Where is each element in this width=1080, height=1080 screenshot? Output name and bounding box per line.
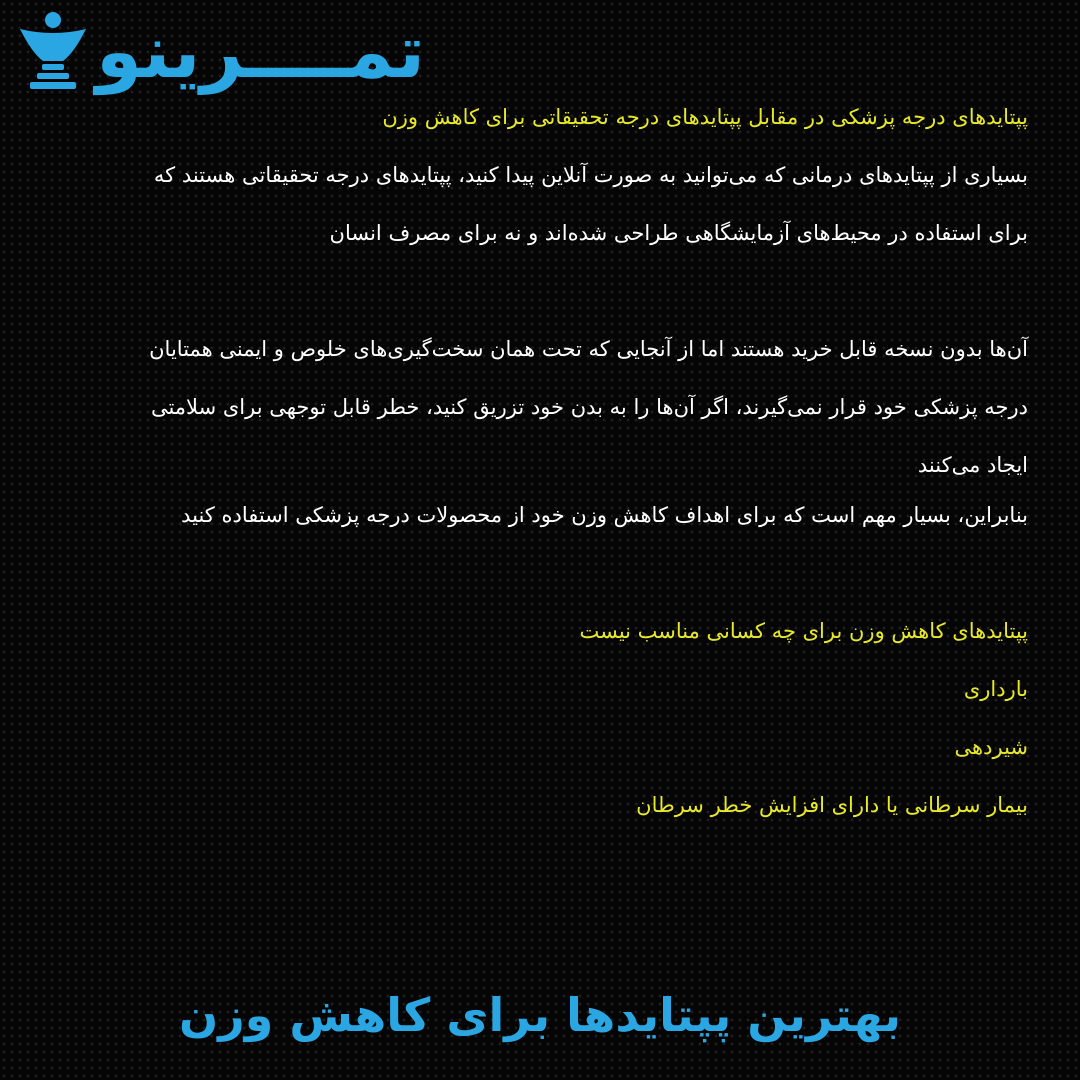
- list-item: بیمار سرطانی یا دارای افزایش خطر سرطان: [636, 793, 1028, 817]
- paragraph-line: بنابراین، بسیار مهم است که برای اهداف کاهش وزن خود از محصولات درجه پزشکی استفاده کنید: [181, 503, 1028, 527]
- paragraph-line: آن‌ها بدون نسخه قابل خرید هستند اما از آنجایی که تحت همان سخت‌گیری‌های خلوص و ایمنی همتایان: [149, 337, 1028, 361]
- section-subheading: پپتایدهای کاهش وزن برای چه کسانی مناسب نیست: [579, 619, 1028, 643]
- list-item: شیردهی: [954, 735, 1028, 759]
- paragraph-line: بسیاری از پپتایدهای درمانی که می‌توانید به صورت آنلاین پیدا کنید، پپتایدهای درجه تحقیقاتی هستند که: [153, 163, 1028, 187]
- paragraph-line: برای استفاده در محیط‌های آزمایشگاهی طراحی شده‌اند و نه برای مصرف انسان: [329, 221, 1028, 245]
- paragraph-line: ایجاد می‌کنند: [917, 453, 1028, 477]
- spacer: [60, 262, 1028, 320]
- list-item: بارداری: [963, 677, 1028, 701]
- brand-logo: [14, 6, 444, 98]
- spacer: [60, 544, 1028, 602]
- article-body: [60, 88, 1028, 834]
- footer-title: بهترین پپتایدها برای کاهش وزن: [179, 988, 901, 1042]
- paragraph-line: درجه پزشکی خود قرار نمی‌گیرند، اگر آن‌ها را به بدن خود تزریق کنید، خطر قابل توجهی برای سلامتی: [150, 395, 1028, 419]
- article-heading: پپتایدهای درجه پزشکی در مقابل پپتایدهای درجه تحقیقاتی برای کاهش وزن: [382, 105, 1028, 129]
- lightbulb-person-icon: [14, 9, 92, 95]
- logo-wordmark: تمــــرینو: [96, 9, 425, 95]
